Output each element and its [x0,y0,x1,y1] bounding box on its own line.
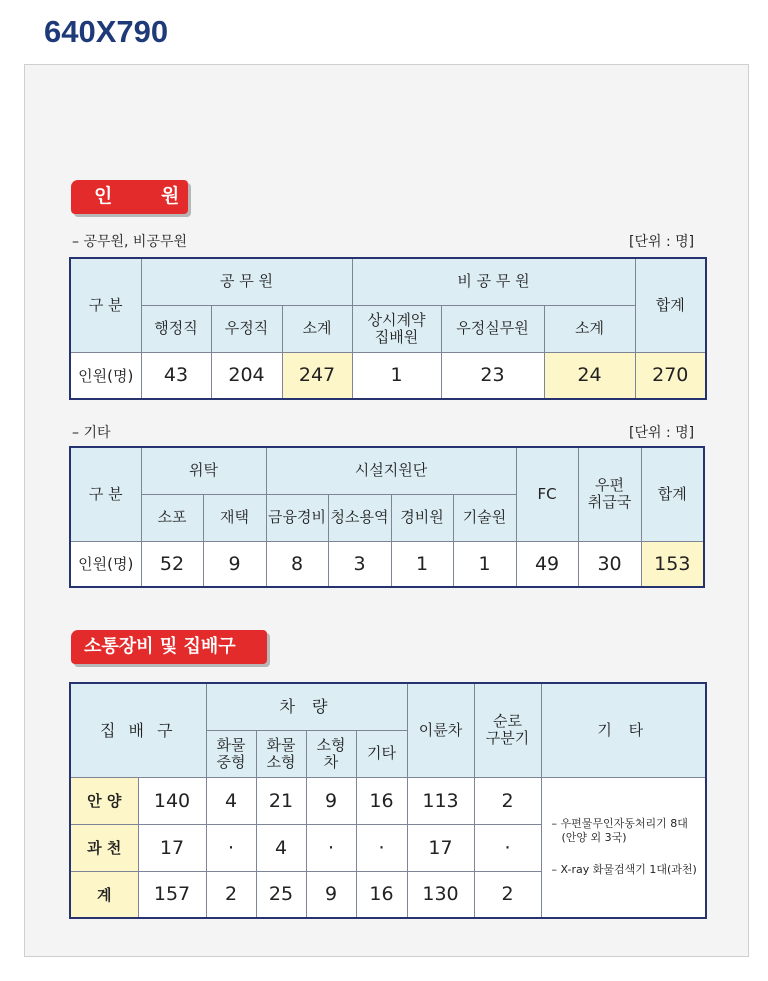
value-cell: 9 [306,777,356,824]
value-cell: 17 [138,824,206,871]
value-cell: 16 [356,777,407,824]
header-route-sorter: 순로 구분기 [474,683,541,777]
table1-unit: [단위 : 명] [629,234,695,250]
value-cell-total: 270 [635,352,706,399]
header-technician: 기술원 [453,494,516,541]
value-cell: 2 [206,871,256,918]
value-cell: · [474,824,541,871]
header-postal: 우정직 [211,305,282,352]
section-tag-equipment: 소통장비 및 집배구 [71,630,267,664]
equipment-district-table [69,682,707,919]
value-cell-total: 153 [641,541,704,587]
header-category: 구 분 [70,258,141,352]
value-cell: 9 [203,541,266,587]
etc-notes [541,777,706,918]
table1-note: – 공무원, 비공무원 [72,234,188,250]
value-cell: 2 [474,871,541,918]
canvas-size-label: 640X790 [44,14,169,49]
value-cell: 21 [256,777,306,824]
value-cell: 1 [352,352,441,399]
district-gwacheon-label: 과 천 [70,824,138,871]
header-public: 공 무 원 [141,258,352,305]
district-total-label: 계 [70,871,138,918]
value-cell: 49 [516,541,578,587]
header-truck-medium: 화물 중형 [206,730,256,777]
header-cleaning: 청소용역 [328,494,391,541]
value-cell-subtotal: 24 [544,352,635,399]
value-cell: · [356,824,407,871]
value-cell: 8 [266,541,328,587]
value-cell: 30 [578,541,641,587]
header-total: 합계 [641,447,704,541]
district-anyang-label: 안 양 [70,777,138,824]
value-cell: 2 [474,777,541,824]
header-contract-carrier: 상시계약 집배원 [352,305,441,352]
etc-note-line: (안양 외 3국) [561,831,627,845]
value-cell: 204 [211,352,282,399]
etc-note-line: – 우편물무인자동처리기 8대 [551,817,688,831]
row-label: 인원(명) [70,352,141,399]
header-post-office: 우편 취급국 [578,447,641,541]
value-cell: · [306,824,356,871]
value-cell: 113 [407,777,474,824]
header-vehicle: 차 량 [206,683,407,730]
header-consign: 위탁 [141,447,266,494]
table2-unit: [단위 : 명] [629,425,695,441]
value-cell: 43 [141,352,211,399]
header-vehicle-other: 기타 [356,730,407,777]
header-subtotal-nonpublic: 소계 [544,305,635,352]
header-total: 합계 [635,258,706,352]
value-cell: 157 [138,871,206,918]
value-cell: 25 [256,871,306,918]
value-cell: 4 [256,824,306,871]
header-subtotal-public: 소계 [282,305,352,352]
value-cell: 140 [138,777,206,824]
value-cell: 1 [453,541,516,587]
header-small-car: 소형 차 [306,730,356,777]
section-tag-personnel: 인 원 [71,180,188,214]
header-etc: 기 타 [541,683,706,777]
value-cell: · [206,824,256,871]
header-admin: 행정직 [141,305,211,352]
value-cell: 130 [407,871,474,918]
value-cell: 3 [328,541,391,587]
header-finance-security: 금융경비 [266,494,328,541]
header-district: 집 배 구 [70,683,206,777]
value-cell: 52 [141,541,203,587]
etc-note-line: – X-ray 화물검색기 1대(과천) [551,863,697,877]
personnel-table-public [69,257,707,400]
header-home: 재택 [203,494,266,541]
header-guard: 경비원 [391,494,453,541]
value-cell: 16 [356,871,407,918]
value-cell-subtotal: 247 [282,352,352,399]
value-cell: 23 [441,352,544,399]
header-truck-small: 화물 소형 [256,730,306,777]
header-postal-staff: 우정실무원 [441,305,544,352]
table2-note: – 기타 [72,425,111,441]
value-cell: 4 [206,777,256,824]
row-label: 인원(명) [70,541,141,587]
value-cell: 1 [391,541,453,587]
header-motorbike: 이륜차 [407,683,474,777]
header-category: 구 분 [70,447,141,541]
header-fc: FC [516,447,578,541]
header-facility-support: 시설지원단 [266,447,516,494]
personnel-table-other [69,446,705,588]
header-parcel: 소포 [141,494,203,541]
value-cell: 9 [306,871,356,918]
value-cell: 17 [407,824,474,871]
header-nonpublic: 비 공 무 원 [352,258,635,305]
